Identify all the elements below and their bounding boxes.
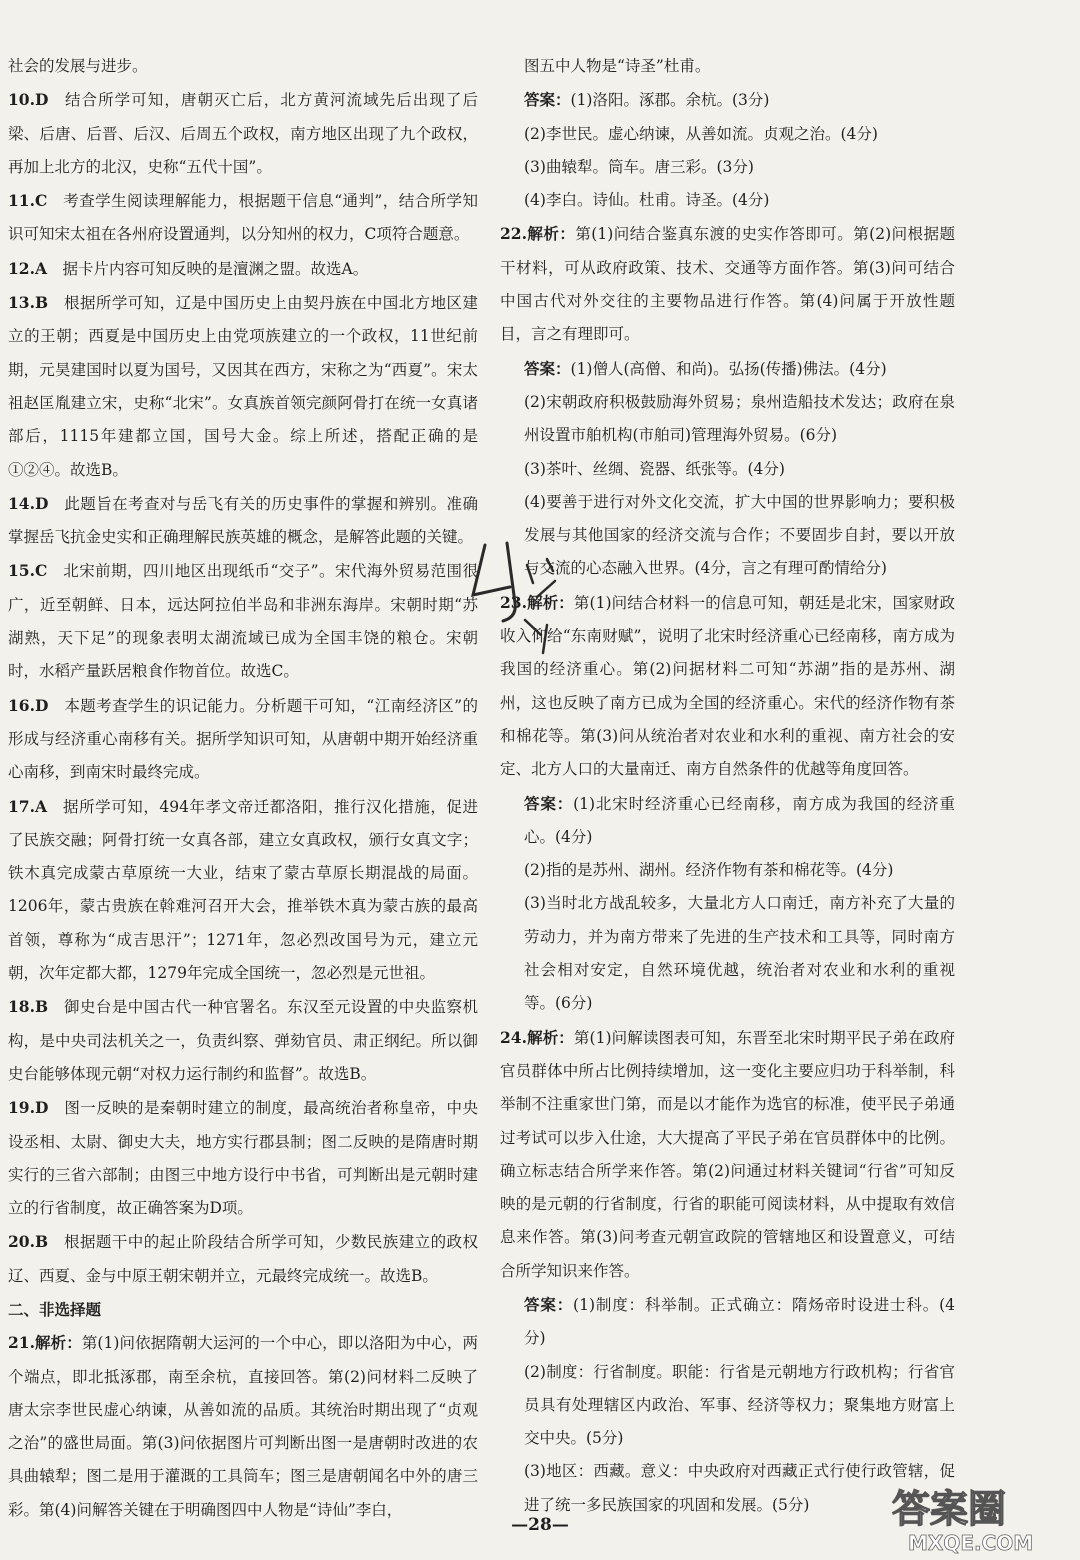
answer-label: 答案： (524, 358, 571, 378)
question-number: 16.D (8, 695, 49, 715)
answer-item (500, 1021, 955, 1288)
question-number: 14.D (8, 493, 49, 513)
section-heading: 二、非选择题 (8, 1299, 102, 1319)
answer-paragraph (500, 887, 955, 1020)
site-watermark-logo (872, 1478, 1072, 1558)
answer-item (8, 1326, 478, 1527)
answer-paragraph (500, 787, 955, 855)
answer-paragraph (500, 1288, 955, 1356)
answer-paragraph (500, 1356, 955, 1456)
answer-text: 据所学可知，494年孝文帝迁都洛阳，推行汉化措施，促进了民族交融；阿骨打统一女真各部，建立女真政权，颁行女真文字；铁木真完成蒙古草原统一大业，结束了蒙古草原长期混战的局面。1206年，蒙古贵族在斡难河召开大会，推举铁木真为蒙古族的最高首领，尊称为“成吉思汗”；1271年，忽必烈改国号为元，建立元朝，次年定都大都，1279年完成全国统一，忽必烈是元世祖。 (8, 797, 478, 983)
answer-item (8, 1091, 478, 1225)
answer-text: 图五中人物是“诗圣”杜甫。 (524, 57, 711, 75)
answer-paragraph (500, 151, 955, 184)
answer-text: 结合所学可知，唐朝灭亡后，北方黄河流域先后出现了后梁、后唐、后晋、后汉、后周五个政权，南方地区出现了九个政权，再加上北方的北汉，史称“五代十国”。 (8, 91, 478, 176)
answer-text: (1)北宋时经济重心已经南移，南方成为我国的经济重心。(4分) (524, 794, 955, 846)
question-number: 19.D (8, 1098, 49, 1118)
question-number: 11.C (8, 191, 48, 211)
answer-text: 考查学生阅读理解能力，根据题干信息“通判”，结合所学知识可知宋太祖在各州府设置通判，以分知州的权力，C项符合题意。 (8, 192, 478, 244)
question-number: 22. (500, 224, 527, 244)
answer-item (500, 217, 955, 351)
answer-text: 社会的发展与进步。 (8, 57, 148, 75)
answer-paragraph (500, 118, 955, 151)
question-number: 24. (500, 1027, 527, 1047)
answer-paragraph (500, 453, 955, 486)
answer-text: 御史台是中国古代一种官署名。东汉至元设置的中央监察机构，是中央司法机关之一，负责纠察、弹劾官员、肃正纲纪。所以御史台能够体现元朝“对权力运行制约和监督”。故选B。 (8, 998, 478, 1083)
answer-text: (4)要善于进行对外文化交流，扩大中国的世界影响力；要积极发展与其他国家的经济交流与合作；不要固步自封，要以开放与交流的心态融入世界。(4分，言之有理可酌情给分) (524, 492, 955, 578)
answer-text: 第(1)问结合材料一的信息可知，朝廷是北宋，国家财政收入仰给“东南财赋”，说明了北宋时经济重心已经南移，南方成为我国的经济重心。第(2)问据材料二可知“苏湖”指的是苏州、湖州，这也反映了南方已成为全国的经济重心。宋代的经济作物有茶和棉花等。第(3)问从统治者对农业和水利的重视、南方社会的安定、北方人口的大量南迁、南方自然条件的优越等角度回答。 (500, 593, 955, 779)
answer-text: 据卡片内容可知反映的是澶渊之盟。故选A。 (62, 259, 369, 278)
question-number: 17.A (8, 796, 47, 816)
answer-label: 答案： (524, 1294, 574, 1314)
answer-paragraph (500, 50, 955, 83)
answer-text: 根据所学可知，辽是中国历史上由契丹族在中国北方地区建立的王朝；西夏是中国历史上由党项族建立的一个政权，11世纪前期，元昊建国时以夏为国号，又因其在西方，宋称之为“西夏”。宋太祖赵匡胤建立宋，史称“北宋”。女真族首领完颜阿骨打在统一女真诸部后，1115年建都立国，国号大金。综上所述，搭配正确的是①②④。故选B。 (8, 294, 478, 479)
answer-item (8, 252, 478, 286)
question-number: 21. (8, 1333, 35, 1353)
answer-item (8, 554, 478, 688)
answer-text: (3)茶叶、丝绸、瓷器、纸张等。(4分) (524, 459, 785, 478)
answer-item (8, 487, 478, 555)
answer-paragraph (500, 184, 955, 217)
answer-text: 北宋前期，四川地区出现纸币“交子”。宋代海外贸易范围很广，近至朝鲜、日本，远达阿拉伯半岛和非洲东海岸。宋朝时期“苏湖熟，天下足”的现象表明太湖流域已成为全国丰饶的粮仓。宋朝时，水稻产量跃居粮食作物首位。故选C。 (8, 562, 478, 681)
answer-text: (2)宋朝政府积极鼓励海外贸易；泉州造船技术发达；政府在泉州设置市舶机构(市舶司)管理海外贸易。(6分) (524, 392, 955, 445)
handwritten-scribble (455, 525, 585, 660)
answer-item (8, 790, 478, 991)
answer-item (8, 689, 478, 790)
answer-text: (1)僧人(高僧、和尚)。弘扬(传播)佛法。(4分) (570, 359, 887, 378)
answer-text: (1)洛阳。涿郡。余杭。(3分) (570, 91, 770, 110)
question-number: 15.C (8, 561, 48, 581)
answer-text: 本题考查学生的识记能力。分析题干可知，“江南经济区”的形成与经济重心南移有关。据所学知识可知，从唐朝中期开始经济重心南移，到南宋时最终完成。 (8, 696, 478, 782)
answer-paragraph (500, 83, 955, 117)
answer-item (8, 286, 478, 487)
answer-label: 解析： (34, 1333, 82, 1353)
answer-item (8, 990, 478, 1091)
answer-text: 图一反映的是秦朝时建立的制度，最高统治者称皇帝，中央设丞相、太尉、御史大夫，地方实行郡县制；图二反映的是隋唐时期实行的三省六部制；由图三中地方设行中书省，可判断出是元朝时建立的行省制度，故正确答案为D项。 (8, 1099, 478, 1218)
answer-text: (3)地区：西藏。意义：中央政府对西藏正式行使行政管辖，促进了统一多民族国家的巩固和发展。(5分) (524, 1462, 955, 1514)
answer-text: 第(1)问结合鉴真东渡的史实作答即可。第(2)问根据题干材料，可从政府政策、技术、交通等方面作答。第(3)问可结合中国古代对外交往的主要物品进行作答。第(4)问属于开放性题目，言之有理即可。 (500, 225, 955, 344)
answer-item (8, 83, 478, 184)
answer-text: (2)指的是苏州、湖州。经济作物有茶和棉花等。(4分) (524, 861, 894, 880)
watermark-url-text: MXQE.COM (908, 1531, 1034, 1555)
right-column (500, 50, 955, 1522)
left-column (8, 50, 478, 1527)
page-number: —28— (511, 1515, 569, 1535)
answer-paragraph (500, 386, 955, 453)
question-number: 23. (500, 592, 527, 612)
answer-text: 第(1)问依据隋朝大运河的一个中心，即以洛阳为中心，两个端点，即北抵涿郡，南至余杭，直接回答。第(2)问材料二反映了唐太宗李世民虚心纳谏，从善如流的品质。其统治时期出现了“贞观之治”的盛世局面。第(3)问依据图片可判断出图一是唐朝时改进的农具曲辕犁；图二是用于灌溉的工具筒车；图三是唐朝闻名中外的唐三彩。第(4)问解答关键在于明确图四中人物是“诗仙”李白， (8, 1334, 478, 1519)
answer-text: (3)当时北方战乱较多，大量北方人口南迁，南方补充了大量的劳动力，并为南方带来了先进的生产技术和工具等，同时南方社会相对安定，自然环境优越，统治者对农业和水利的重视等。(6分) (524, 894, 955, 1013)
answer-item (8, 1225, 478, 1293)
question-number: 18.B (8, 997, 49, 1017)
answer-item (8, 184, 478, 252)
answer-text: (2)制度：行省制度。职能：行省是元朝地方行政机构；行省官员具有处理辖区内政治、军事、经济等权力；聚集地方财富上交中央。(5分) (524, 1362, 955, 1448)
answer-label: 答案： (524, 793, 574, 813)
answer-text: (1)制度：科举制。正式确立：隋炀帝时设进士科。(4分) (524, 1295, 955, 1348)
answer-paragraph (500, 352, 955, 386)
answer-text: (3)曲辕犁。筒车。唐三彩。(3分) (524, 157, 754, 176)
question-number: 12.A (8, 258, 47, 278)
answer-text: (4)李白。诗仙。杜甫。诗圣。(4分) (524, 191, 770, 210)
question-number: 13.B (8, 293, 49, 313)
answer-label: 答案： (524, 90, 571, 110)
answer-paragraph (500, 854, 955, 887)
answer-label: 解析： (526, 224, 576, 244)
answer-text: 此题旨在考查对与岳飞有关的历史事件的掌握和辨别。准确掌握岳飞抗金史实和正确理解民族英雄的概念，是解答此题的关键。 (8, 494, 478, 547)
answer-text: 第(1)问解读图表可知，东晋至北宋时期平民子弟在政府官员群体中所占比例持续增加，这一变化主要应归功于科举制，科举制不注重家世门第，而是以才能作为选官的标准，使平民子弟通过考试可以步入仕途，大大提高了平民子弟在官员群体中的比例。确立标志结合所学来作答。第(2)问通过材料关键词“行省”可知反映的是元朝的行省制度，行省的职能可阅读材料，从中提取有效信息来作答。第(3)问考查元朝宣政院的管辖地区和设置意义，可结合所学知识来作答。 (500, 1028, 955, 1280)
answer-label: 解析： (526, 592, 574, 612)
answer-text: 根据题干中的起止阶段结合所学可知，少数民族建立的政权辽、西夏、金与中原王朝宋朝并立，元最终完成统一。故选B。 (8, 1233, 478, 1285)
answer-text: (2)李世民。虚心纳谏，从善如流。贞观之治。(4分) (524, 124, 878, 143)
answer-label: 解析： (526, 1027, 574, 1047)
question-number: 20.B (8, 1232, 49, 1252)
question-number: 10.D (8, 90, 49, 110)
answer-paragraph (8, 50, 478, 83)
watermark-main-text: 答案圈 (892, 1487, 1007, 1531)
